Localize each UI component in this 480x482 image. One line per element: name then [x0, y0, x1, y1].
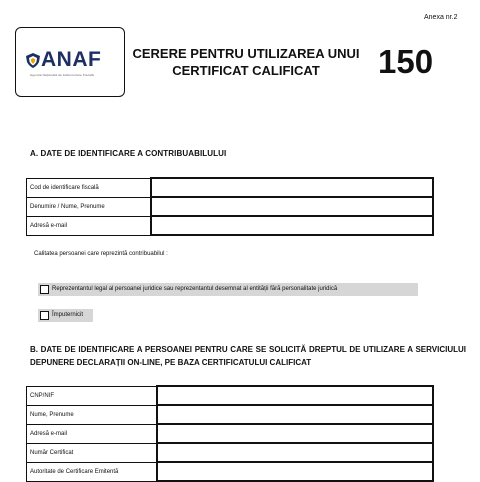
issuing-authority-input[interactable]	[157, 462, 434, 481]
certificate-number-input[interactable]	[157, 443, 434, 462]
field-label: Nume, Prenume	[27, 405, 157, 424]
table-row	[27, 197, 434, 216]
table-row	[27, 216, 434, 235]
field-label: Număr Certificat	[27, 443, 157, 462]
taxpayer-name-input[interactable]	[151, 197, 434, 216]
table-row	[27, 443, 434, 462]
taxpayer-table	[26, 177, 434, 236]
proxy-option[interactable]	[38, 309, 93, 322]
proxy-checkbox[interactable]	[40, 311, 49, 320]
field-label: CNP/NIF	[27, 386, 157, 405]
fiscal-code-input[interactable]	[151, 178, 434, 197]
legal-representative-checkbox[interactable]	[40, 285, 49, 294]
logo-frame	[15, 27, 125, 97]
logo-wordmark: ANAF	[41, 48, 102, 71]
cnp-nif-input[interactable]	[157, 386, 434, 405]
person-name-input[interactable]	[157, 405, 434, 424]
person-table	[26, 385, 434, 482]
field-label: Cod de identificare fiscală	[27, 178, 151, 197]
field-label: Autoritate de Certificare Emitentă	[27, 462, 157, 481]
legal-representative-option[interactable]	[38, 283, 418, 296]
annex-label: Anexa nr.2	[424, 14, 458, 21]
representative-quality-label: Calitatea persoanei care reprezintă contribuabilul :	[34, 251, 168, 257]
option-label: Reprezentantul legal al persoanei juridice sau reprezentantul desemnat al entității fără personalitate juridică	[52, 286, 338, 292]
table-row	[27, 405, 434, 424]
option-label: Împuternicit	[52, 312, 84, 318]
logo-subtitle: Agenția Națională de Administrare Fiscală	[30, 73, 94, 77]
table-row	[27, 424, 434, 443]
field-label: Denumire / Nume, Prenume	[27, 197, 151, 216]
table-row	[27, 462, 434, 481]
shield-icon	[26, 53, 40, 68]
field-label: Adresă e-mail	[27, 424, 157, 443]
form-number: 150	[378, 43, 434, 80]
table-row	[27, 386, 434, 405]
section-a-heading: A. DATE DE IDENTIFICARE A CONTRIBUABILULUI	[30, 149, 227, 158]
title-line-1: CERERE PENTRU UTILIZAREA UNUI	[132, 46, 360, 61]
taxpayer-email-input[interactable]	[151, 216, 434, 235]
title-line-2: CERTIFICAT CALIFICAT	[172, 63, 320, 78]
field-label: Adresă e-mail	[27, 216, 151, 235]
table-row	[27, 178, 434, 197]
section-b-heading: B. DATE DE IDENTIFICARE A PERSOANEI PENTRU CARE SE SOLICITĂ DREPTUL DE UTILIZARE A SERVICIULUI DEPUNERE DECLARAȚII ON-LINE, PE BAZA CERTIFICATULUI CALIFICAT	[30, 345, 466, 367]
anaf-logo	[26, 48, 118, 77]
person-email-input[interactable]	[157, 424, 434, 443]
form-title	[131, 45, 361, 79]
